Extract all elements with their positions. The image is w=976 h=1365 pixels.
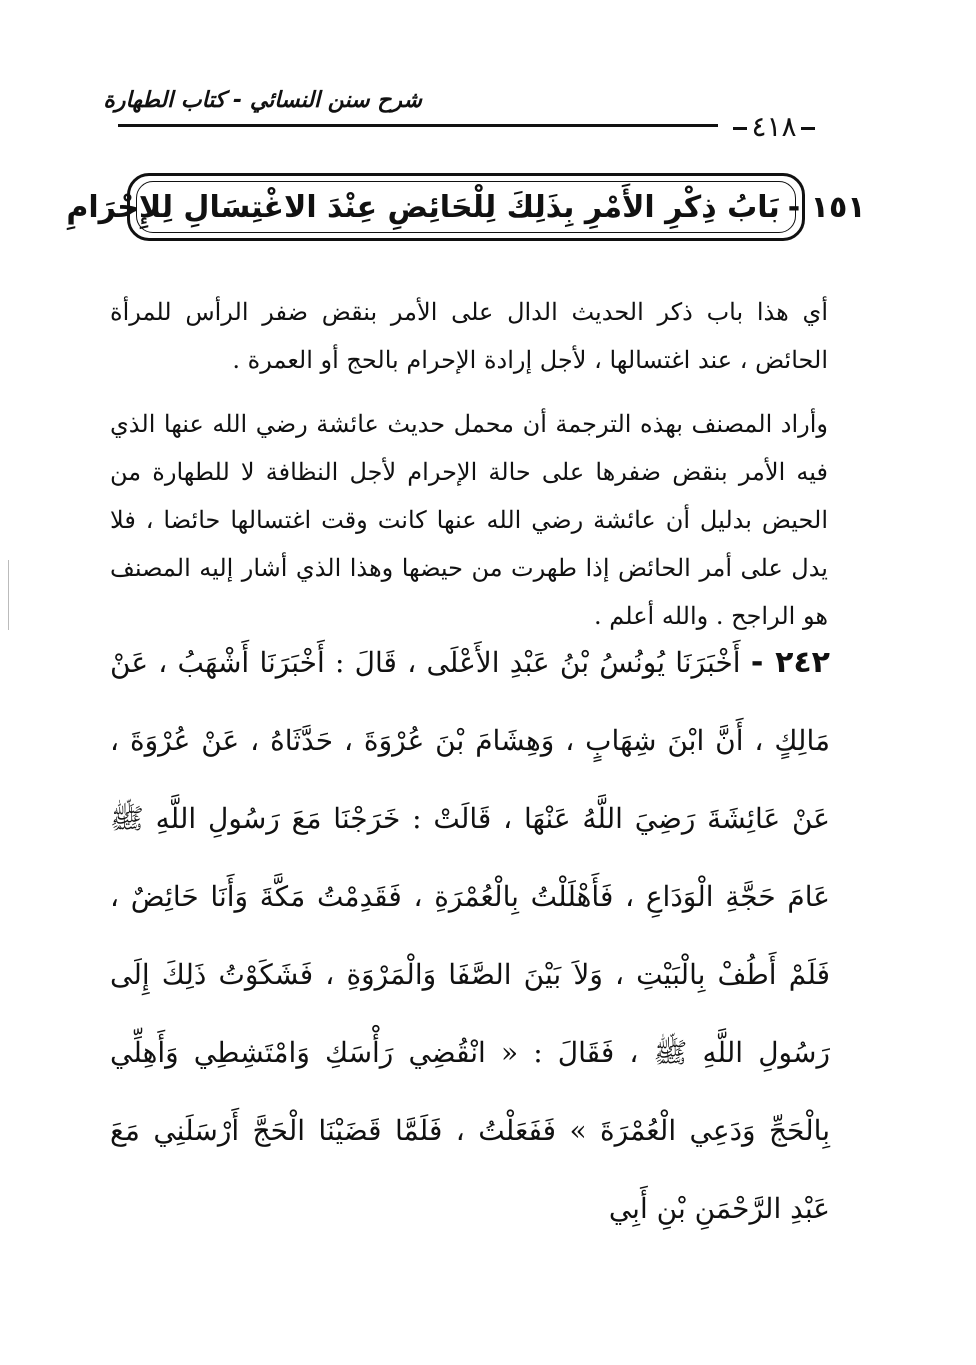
- header-rule: [118, 124, 718, 127]
- running-header-title: شرح سنن النسائي - كتاب الطهارة: [103, 88, 422, 113]
- commentary-paragraph-2: وأراد المصنف بهذه الترجمة أن محمل حديث عائشة رضي الله عنها الذي فيه الأمر بنقض ضفرها على حالة الإحرام لأجل النظافة لا للطهارة من الحيض بدليل أن عائشة رضي الله عنها كانت وقت اغتسالها حائضا ، فلا يدل على أمر الحائض إذا طهرت من حيضها وهذا الذي أشار إليه المصنف هو الراجح . والله أعلم .: [110, 410, 828, 630]
- chapter-title: بَابُ ذِكْرِ الأَمْرِ بِذَلِكَ لِلْحَائِضِ عِنْدَ الاغْتِسَالِ لِلإِحْرَامِ: [66, 189, 780, 225]
- chapter-heading: [66, 176, 866, 238]
- chapter-number: ١٥١ -: [787, 189, 866, 225]
- chapter-heading-box: [66, 173, 866, 241]
- hadith-number: ٢٤٢ -: [750, 645, 830, 680]
- commentary-paragraph-1: أي هذا باب ذكر الحديث الدال على الأمر بنقض ضفر الرأس للمرأة الحائض ، عند اغتسالها ، لأجل إرادة الإحرام بالحج أو العمرة .: [110, 298, 828, 374]
- hadith-text: أَخْبَرَنَا يُونُسُ بْنُ عَبْدِ الأَعْلَى ، قَالَ : أَخْبَرَنَا أَشْهَبُ ، عَنْ مَالِكٍ ، أَنَّ ابْنَ شِهَابٍ ، وَهِشَامَ بْنَ عُرْوَةَ ، حَدَّثَاهُ ، عَنْ عُرْوَةَ ، عَنْ عَائِشَةَ رَضِيَ اللَّهُ عَنْهَا ، قَالَتْ : خَرَجْنَا مَعَ رَسُولِ اللَّهِ ﷺ عَامَ حَجَّةِ الْوَدَاعِ ، فَأَهْلَلْتُ بِالْعُمْرَةِ ، فَقَدِمْتُ مَكَّةَ وَأَنَا حَائِضٌ ، فَلَمْ أَطُفْ بِالْبَيْتِ ، وَلاَ بَيْنَ الصَّفَا وَالْمَرْوَةِ ، فَشَكَوْتُ ذَلِكَ إِلَى رَسُولِ اللَّهِ ﷺ ، فَقَالَ : « انْقُضِي رَأْسَكِ وَامْتَشِطِي وَأَهِلِّي بِالْحَجِّ وَدَعِي الْعُمْرَةَ » فَفَعَلْتُ ، فَلَمَّا قَضَيْنَا الْحَجَّ أَرْسَلَنِي مَعَ عَبْدِ الرَّحْمَنِ بْنِ أَبِي: [110, 646, 830, 1225]
- scan-margin-mark: [8, 560, 9, 630]
- hadith-block: [110, 624, 830, 1248]
- page-number: ٤١٨: [722, 110, 826, 143]
